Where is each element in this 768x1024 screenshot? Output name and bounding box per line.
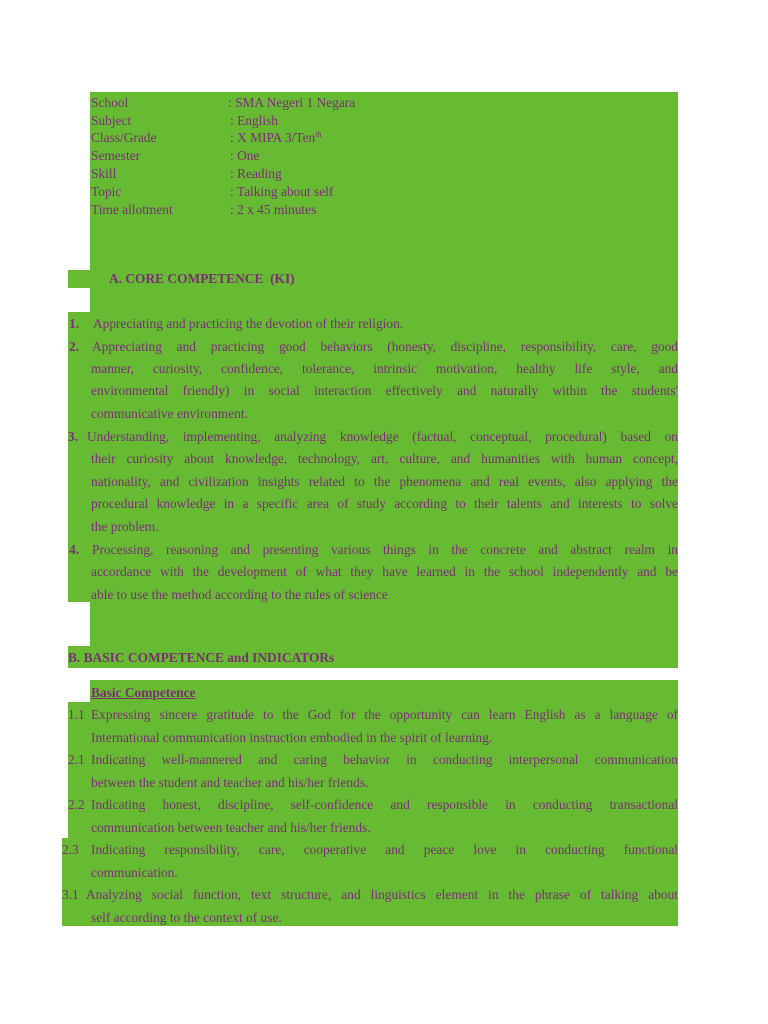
basic-item-5-line-2: self according to the context of use. bbox=[91, 910, 282, 925]
highlight-gap-a bbox=[90, 288, 678, 312]
header-value-topic: : Talking about self bbox=[230, 184, 334, 199]
basic-item-4-line-1: Indicating responsibility, care, cooperative and peace love in conducting functional bbox=[91, 842, 678, 857]
core-item-3-line-5: the problem. bbox=[91, 519, 159, 534]
basic-item-1-line-1: Expressing sincere gratitude to the God for the opportunity can learn English as a language of bbox=[91, 707, 678, 722]
core-item-4-number: 4. bbox=[69, 542, 80, 557]
core-item-3-line-3: nationality, and civilization insights related to the phenomena and real events, also applying the bbox=[91, 474, 678, 489]
basic-item-4-line-2: communication. bbox=[91, 865, 178, 880]
header-value-class-sup: th bbox=[315, 130, 322, 139]
core-item-2-line-1: Appreciating and practicing good behaviors (honesty, discipline, responsibility, care, good bbox=[92, 339, 678, 354]
core-item-3-line-1: Understanding, implementing, analyzing knowledge (factual, conceptual, procedural) based on bbox=[87, 429, 678, 444]
core-item-1-line-1: Appreciating and practicing the devotion of their religion. bbox=[93, 316, 404, 331]
basic-item-2-line-2: between the student and teacher and his/her friends. bbox=[91, 775, 369, 790]
basic-item-2-line-1: Indicating well-mannered and caring behavior in conducting interpersonal communication bbox=[91, 752, 678, 767]
basic-item-5-line-1: Analyzing social function, text structure, and linguistics element in the phrase of talking about bbox=[86, 887, 678, 902]
basic-item-5-number: 3.1 bbox=[62, 887, 79, 902]
core-item-2-line-4: communicative environment. bbox=[91, 406, 248, 421]
header-label-subject: Subject bbox=[91, 113, 132, 128]
basic-heading: B. BASIC COMPETENCE and INDICATORs bbox=[68, 650, 335, 665]
highlight-header bbox=[90, 92, 678, 270]
header-value-skill: : Reading bbox=[230, 166, 282, 181]
core-item-4-line-2: accordance with the development of what they have learned in the school independently and be bbox=[91, 564, 678, 579]
basic-item-1-number: 1.1 bbox=[68, 707, 85, 722]
header-value-time: : 2 x 45 minutes bbox=[230, 202, 317, 217]
core-item-3-number: 3. bbox=[68, 429, 79, 444]
basic-item-2-number: 2.1 bbox=[68, 752, 85, 767]
header-label-class: Class/Grade bbox=[91, 130, 157, 145]
basic-item-3-line-1: Indicating honest, discipline, self-confidence and responsible in conducting transactional bbox=[91, 797, 678, 812]
core-item-4-line-1: Processing, reasoning and presenting various things in the concrete and abstract realm in bbox=[92, 542, 678, 557]
header-label-topic: Topic bbox=[91, 184, 122, 199]
header-value-class-text: : X MIPA 3/Ten bbox=[230, 130, 316, 145]
core-item-2-line-3: environmental friendly) in social interaction effectively and naturally within the students' bbox=[91, 383, 678, 398]
core-item-3-line-2: their curiosity about knowledge, technology, art, culture, and humanities with human concept, bbox=[91, 451, 678, 466]
core-item-4-line-3: able to use the method according to the rules of science bbox=[91, 587, 388, 602]
core-heading: A. CORE COMPETENCE (KI) bbox=[109, 271, 295, 286]
core-item-2-number: 2. bbox=[69, 339, 80, 354]
highlight-gap-b bbox=[90, 602, 678, 646]
header-label-semester: Semester bbox=[91, 148, 141, 163]
basic-item-3-number: 2.2 bbox=[68, 797, 85, 812]
core-item-2-line-2: manner, curiosity, confidence, tolerance, intrinsic motivation, healthy life style, and bbox=[91, 361, 678, 376]
header-value-school: : SMA Negeri 1 Negara bbox=[228, 95, 356, 110]
header-value-class bbox=[230, 129, 321, 147]
basic-item-1-line-2: International communication instruction embodied in the spirit of learning. bbox=[91, 730, 493, 745]
header-label-skill: Skill bbox=[91, 166, 117, 181]
header-label-time: Time allotment bbox=[91, 202, 173, 217]
header-value-semester: : One bbox=[230, 148, 260, 163]
header-label-school: School bbox=[91, 95, 129, 110]
basic-item-3-line-2: communication between teacher and his/her friends. bbox=[91, 820, 371, 835]
core-item-3-line-4: procedural knowledge in a specific area of study according to their talents and interests to solve bbox=[91, 496, 678, 511]
basic-item-4-number: 2.3 bbox=[62, 842, 79, 857]
basic-subheading: Basic Competence bbox=[91, 685, 196, 700]
core-item-1-number: 1. bbox=[69, 316, 80, 331]
header-value-subject: : English bbox=[230, 113, 278, 128]
